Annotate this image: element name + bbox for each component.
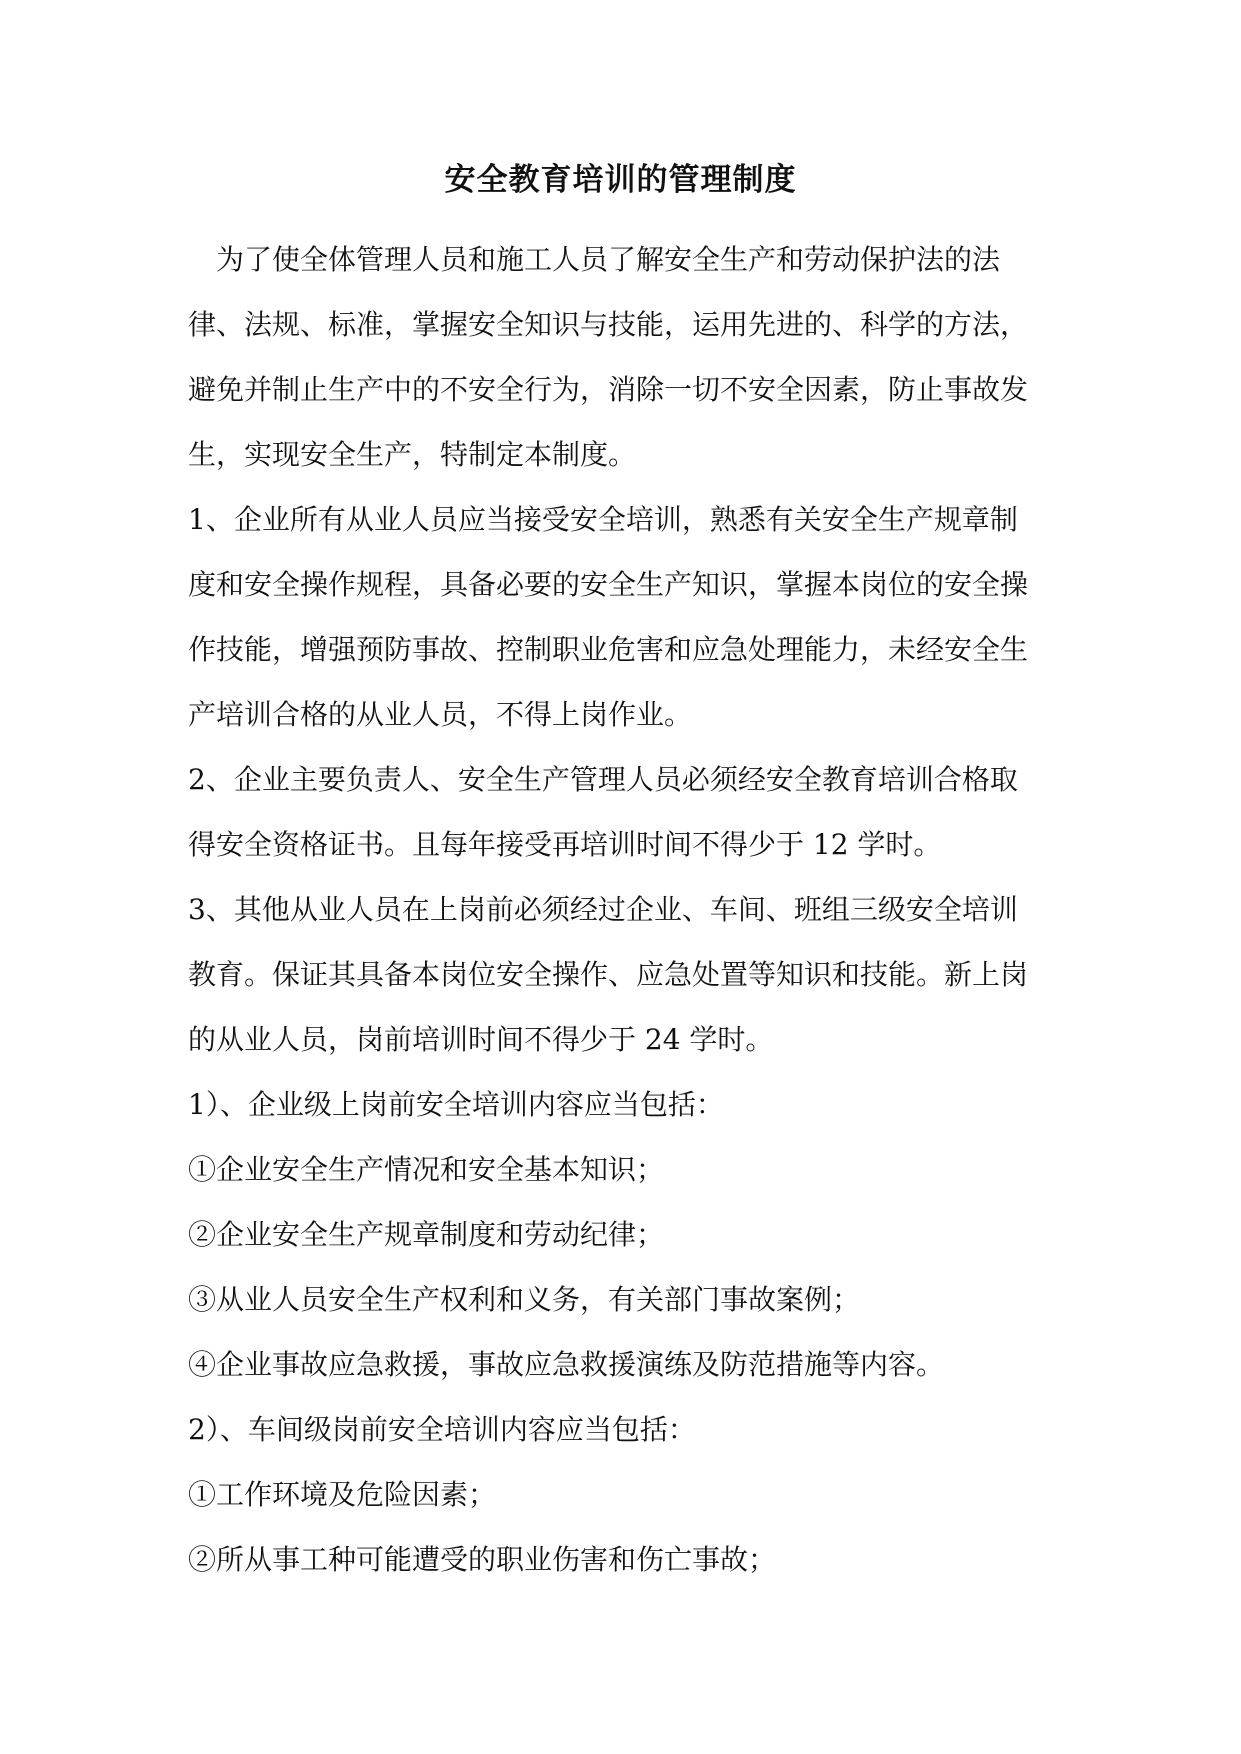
text-line: 产培训合格的从业人员，不得上岗作业。 [188, 698, 693, 731]
text-line: 避免并制止生产中的不安全行为，消除一切不安全因素，防止事故发 [188, 373, 1029, 406]
document-body [188, 227, 1058, 1592]
text-line: ④企业事故应急救援，事故应急救援演练及防范措施等内容。 [188, 1348, 945, 1381]
text-line: 1、企业所有从业人员应当接受安全培训，熟悉有关安全生产规章制 [188, 503, 1018, 536]
text-line: 的从业人员，岗前培训时间不得少于 24 学时。 [188, 1023, 774, 1056]
text-line: ③从业人员安全生产权利和义务，有关部门事故案例； [188, 1283, 861, 1316]
text-line: 3、其他从业人员在上岗前必须经过企业、车间、班组三级安全培训 [188, 893, 1018, 926]
text-line: 2、企业主要负责人、安全生产管理人员必须经安全教育培训合格取 [188, 763, 1018, 796]
text-line: 教育。保证其具备本岗位安全操作、应急处置等知识和技能。新上岗 [188, 958, 1029, 991]
text-line: 1）、企业级上岗前安全培训内容应当包括： [188, 1088, 724, 1121]
document-title: 安全教育培训的管理制度 [444, 162, 797, 198]
text-line: ①工作环境及危险因素； [188, 1478, 497, 1511]
text-line: ①企业安全生产情况和安全基本知识； [188, 1153, 665, 1186]
text-line: ②企业安全生产规章制度和劳动纪律； [188, 1218, 665, 1251]
text-line: ②所从事工种可能遭受的职业伤害和伤亡事故； [188, 1543, 777, 1576]
text-line: 律、法规、标准，掌握安全知识与技能，运用先进的、科学的方法， [188, 308, 1029, 341]
text-line: 生，实现安全生产，特制定本制度。 [188, 438, 637, 471]
text-line: 得安全资格证书。且每年接受再培训时间不得少于 12 学时。 [188, 828, 942, 861]
text-line: 度和安全操作规程，具备必要的安全生产知识，掌握本岗位的安全操 [188, 568, 1029, 601]
text-line: 为了使全体管理人员和施工人员了解安全生产和劳动保护法的法 [216, 243, 1001, 276]
text-line: 2）、车间级岗前安全培训内容应当包括： [188, 1413, 696, 1446]
text-line: 作技能，增强预防事故、控制职业危害和应急处理能力，未经安全生 [188, 633, 1029, 666]
